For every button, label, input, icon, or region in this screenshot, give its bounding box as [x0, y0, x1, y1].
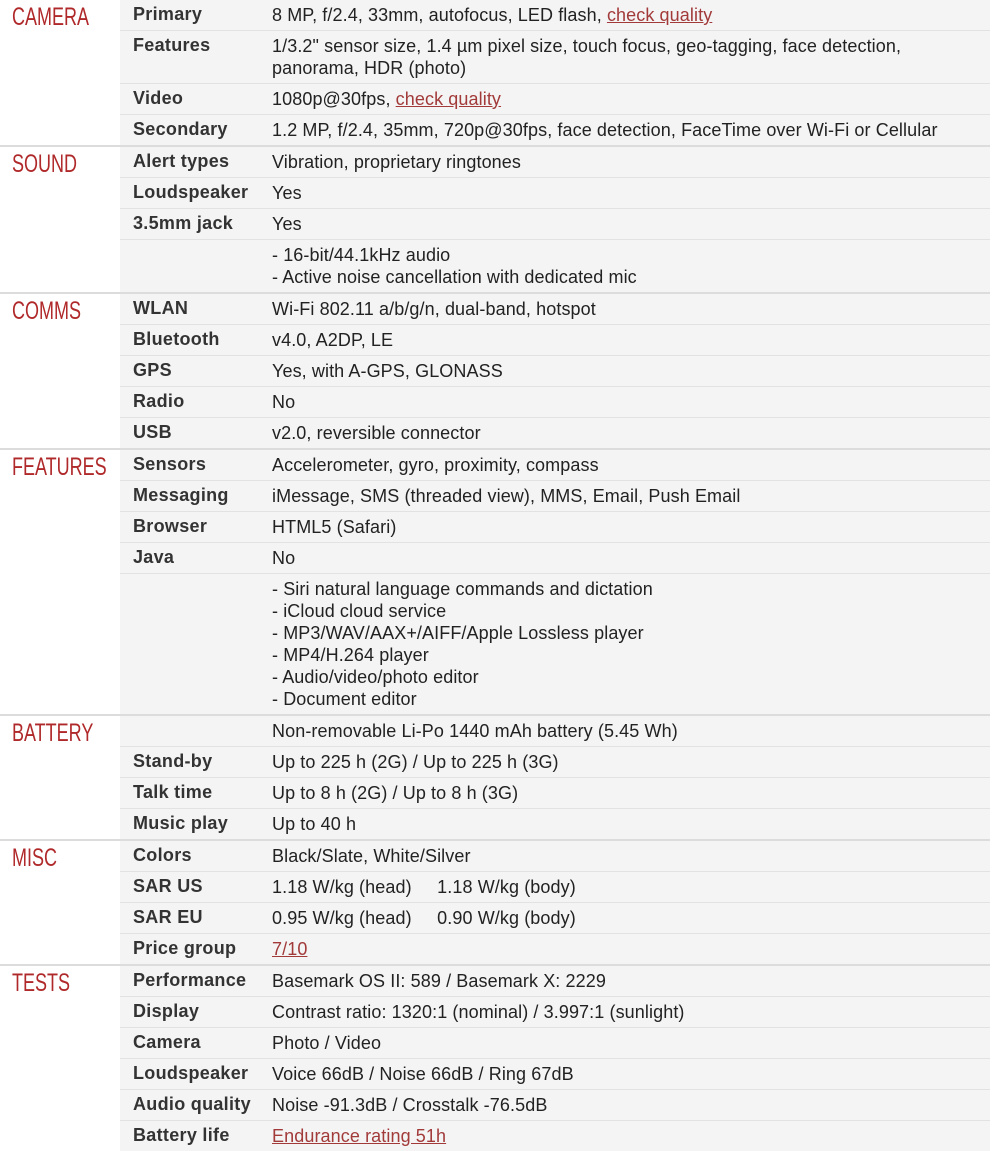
category-label: SOUND: [12, 150, 78, 178]
spec-row-camera: [120, 1028, 990, 1059]
spec-label: SAR US: [133, 876, 203, 896]
spec-value-text: 1.18 W/kg (head) 1.18 W/kg (body): [272, 877, 576, 897]
spec-row-3-5mm-jack: [120, 209, 990, 240]
spec-row-features: [120, 31, 990, 84]
spec-row-video: [120, 84, 990, 115]
spec-value-text: Yes, with A-GPS, GLONASS: [272, 361, 503, 381]
spec-row-java: [120, 543, 990, 574]
spec-value: [272, 418, 990, 448]
section-comms: [0, 294, 990, 450]
spec-row-primary: [120, 0, 990, 31]
spec-value-text: Up to 40 h: [272, 814, 357, 834]
spec-rows: [120, 147, 990, 292]
spec-value: [272, 966, 990, 996]
spec-row-performance: [120, 966, 990, 997]
spec-value: [272, 325, 990, 355]
spec-value-text: No: [272, 392, 296, 412]
spec-row-loudspeaker: [120, 1059, 990, 1090]
category-heading: [0, 294, 120, 448]
section-misc: [0, 841, 990, 966]
spec-row-talk-time: [120, 778, 990, 809]
spec-label: Camera: [133, 1032, 201, 1052]
spec-value: [272, 481, 990, 511]
section-camera: [0, 0, 990, 147]
section-tests: [0, 966, 990, 1151]
spec-label: [120, 574, 272, 714]
spec-label: Java: [133, 547, 175, 567]
section-sound: [0, 147, 990, 294]
category-label: BATTERY: [12, 719, 94, 747]
category-heading: [0, 450, 120, 714]
spec-value: [272, 934, 990, 964]
spec-row-audio-quality: [120, 1090, 990, 1121]
spec-label: Browser: [133, 516, 208, 536]
spec-row-radio: [120, 387, 990, 418]
spec-label: USB: [133, 422, 172, 442]
spec-value-text: Yes: [272, 183, 302, 203]
spec-label: Messaging: [133, 485, 229, 505]
spec-label: WLAN: [133, 298, 189, 318]
spec-label: Price group: [133, 938, 237, 958]
spec-label: Radio: [133, 391, 185, 411]
spec-rows: [120, 966, 990, 1151]
spec-row-messaging: [120, 481, 990, 512]
spec-value-text: v4.0, A2DP, LE: [272, 330, 394, 350]
spec-value: [272, 356, 990, 386]
spec-row-sensors: [120, 450, 990, 481]
spec-rows: [120, 294, 990, 448]
spec-value-text: Basemark OS II: 589 / Basemark X: 2229: [272, 971, 606, 991]
spec-row-loudspeaker: [120, 178, 990, 209]
spec-value-text: 1/3.2" sensor size, 1.4 µm pixel size, touch focus, geo-tagging, face detection, panorama, HDR (photo): [272, 36, 907, 78]
spec-label: Sensors: [133, 454, 207, 474]
spec-value: [272, 512, 990, 542]
spec-value: [272, 147, 990, 177]
spec-label: Bluetooth: [133, 329, 220, 349]
spec-value: [272, 997, 990, 1027]
spec-row-display: [120, 997, 990, 1028]
spec-value: [272, 716, 990, 746]
spec-label: Battery life: [133, 1125, 230, 1145]
spec-value-text: Photo / Video: [272, 1033, 382, 1053]
spec-label: Loudspeaker: [133, 1063, 249, 1083]
spec-row-stand-by: [120, 747, 990, 778]
spec-value-line: - iCloud cloud service: [272, 601, 447, 621]
spec-value-text: Noise -91.3dB / Crosstalk -76.5dB: [272, 1095, 548, 1115]
spec-value-text: 1.2 MP, f/2.4, 35mm, 720p@30fps, face detection, FaceTime over Wi-Fi or Cellular: [272, 120, 938, 140]
spec-value: [272, 809, 990, 839]
spec-label: Secondary: [133, 119, 228, 139]
spec-label: Display: [133, 1001, 200, 1021]
category-heading: [0, 716, 120, 839]
spec-value-text: 8 MP, f/2.4, 33mm, autofocus, LED flash,: [272, 5, 607, 25]
spec-row-secondary: [120, 115, 990, 145]
spec-value: [272, 84, 990, 114]
spec-link-endurance-rating-51h[interactable]: Endurance rating 51h: [272, 1126, 447, 1146]
spec-value-text: Yes: [272, 214, 302, 234]
spec-label: Stand-by: [133, 751, 213, 771]
spec-label: Video: [133, 88, 184, 108]
spec-value-text: v2.0, reversible connector: [272, 423, 481, 443]
spec-value: [272, 31, 990, 83]
spec-value: [272, 0, 990, 30]
spec-row-sar-eu: [120, 903, 990, 934]
spec-link-7-10[interactable]: 7/10: [272, 939, 308, 959]
spec-value: [272, 178, 990, 208]
category-heading: [0, 841, 120, 964]
spec-row-colors: [120, 841, 990, 872]
spec-value: [272, 543, 990, 573]
spec-value-line: - MP4/H.264 player: [272, 645, 429, 665]
category-heading: [0, 0, 120, 145]
spec-link-check-quality[interactable]: check quality: [395, 89, 502, 109]
spec-label: Colors: [133, 845, 192, 865]
spec-value-text: 0.95 W/kg (head) 0.90 W/kg (body): [272, 908, 576, 928]
spec-label: [120, 240, 272, 292]
spec-label: Loudspeaker: [133, 182, 249, 202]
category-label: MISC: [12, 844, 57, 872]
spec-value: [272, 1121, 990, 1151]
spec-value-line: - Audio/video/photo editor: [272, 667, 479, 687]
spec-value: [272, 574, 990, 714]
spec-label: 3.5mm jack: [133, 213, 234, 233]
spec-row-battery-life: [120, 1121, 990, 1151]
spec-row-sar-us: [120, 872, 990, 903]
spec-value: [272, 1059, 990, 1089]
category-label: COMMS: [12, 297, 81, 325]
spec-value: [272, 450, 990, 480]
category-label: FEATURES: [12, 453, 107, 481]
category-label: CAMERA: [12, 3, 90, 31]
section-features: [0, 450, 990, 716]
spec-value: [272, 1028, 990, 1058]
spec-value-line: - 16-bit/44.1kHz audio: [272, 245, 451, 265]
spec-label: SAR EU: [133, 907, 203, 927]
spec-value: [272, 115, 990, 145]
spec-value-text: 1080p@30fps,: [272, 89, 396, 109]
spec-value: [272, 747, 990, 777]
spec-row-browser: [120, 512, 990, 543]
spec-row-price-group: [120, 934, 990, 964]
spec-label: Talk time: [133, 782, 213, 802]
category-heading: [0, 966, 120, 1151]
spec-value-line: - MP3/WAV/AAX+/AIFF/Apple Lossless player: [272, 623, 644, 643]
spec-value: [272, 209, 990, 239]
spec-value: [272, 240, 990, 292]
spec-label: Audio quality: [133, 1094, 251, 1114]
spec-value-text: Up to 8 h (2G) / Up to 8 h (3G): [272, 783, 519, 803]
spec-value-line: - Siri natural language commands and dictation: [272, 579, 653, 599]
spec-value: [272, 872, 990, 902]
spec-label: [120, 716, 272, 746]
spec-value-text: No: [272, 548, 296, 568]
spec-rows: [120, 0, 990, 145]
spec-rows: [120, 716, 990, 839]
spec-label: GPS: [133, 360, 172, 380]
category-heading: [0, 147, 120, 292]
spec-value-text: Voice 66dB / Noise 66dB / Ring 67dB: [272, 1064, 574, 1084]
section-battery: [0, 716, 990, 841]
spec-value: [272, 1090, 990, 1120]
spec-value-text: Up to 225 h (2G) / Up to 225 h (3G): [272, 752, 559, 772]
spec-rows: [120, 841, 990, 964]
category-label: TESTS: [12, 969, 71, 997]
spec-label: Performance: [133, 970, 247, 990]
spec-value-text: Vibration, proprietary ringtones: [272, 152, 522, 172]
spec-value-text: iMessage, SMS (threaded view), MMS, Email, Push Email: [272, 486, 741, 506]
spec-row-blank: [120, 240, 990, 292]
spec-value-text: Non-removable Li-Po 1440 mAh battery (5.45 Wh): [272, 721, 678, 741]
spec-value-line: - Document editor: [272, 689, 417, 709]
spec-value-text: HTML5 (Safari): [272, 517, 397, 537]
spec-row-usb: [120, 418, 990, 448]
spec-value: [272, 778, 990, 808]
spec-value: [272, 903, 990, 933]
spec-value: [272, 841, 990, 871]
spec-row-music-play: [120, 809, 990, 839]
spec-rows: [120, 450, 990, 714]
spec-link-check-quality[interactable]: check quality: [606, 5, 713, 25]
spec-row-blank: [120, 716, 990, 747]
spec-value-text: Accelerometer, gyro, proximity, compass: [272, 455, 599, 475]
spec-value-text: Wi-Fi 802.11 a/b/g/n, dual-band, hotspot: [272, 299, 596, 319]
spec-label: Alert types: [133, 151, 230, 171]
spec-row-gps: [120, 356, 990, 387]
spec-label: Music play: [133, 813, 229, 833]
spec-value: [272, 294, 990, 324]
spec-row-alert-types: [120, 147, 990, 178]
spec-label: Features: [133, 35, 211, 55]
spec-row-bluetooth: [120, 325, 990, 356]
spec-row-wlan: [120, 294, 990, 325]
spec-label: Primary: [133, 4, 203, 24]
spec-value: [272, 387, 990, 417]
spec-value-text: Black/Slate, White/Silver: [272, 846, 471, 866]
spec-value-text: Contrast ratio: 1320:1 (nominal) / 3.997:1 (sunlight): [272, 1002, 685, 1022]
spec-row-blank: [120, 574, 990, 714]
spec-value-line: - Active noise cancellation with dedicated mic: [272, 267, 637, 287]
